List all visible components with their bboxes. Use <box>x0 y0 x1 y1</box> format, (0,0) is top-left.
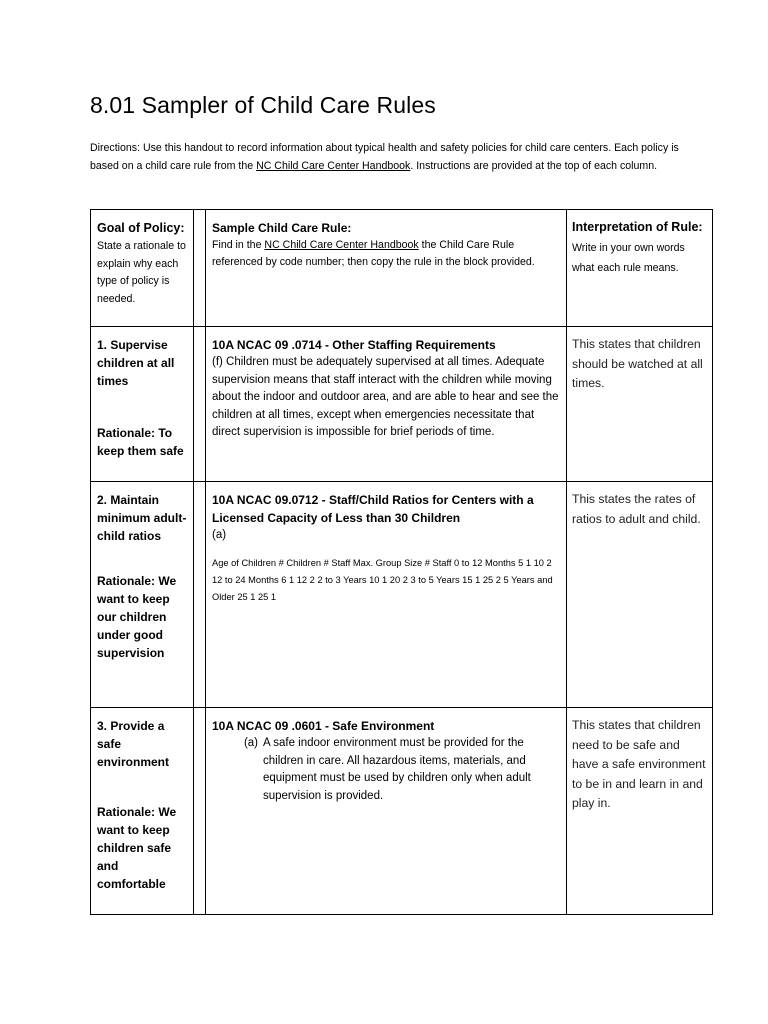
interpretation-header <box>572 218 708 278</box>
rationale-text: Rationale: We want to keep our children under good supervision <box>97 574 177 660</box>
rationale-text: Rationale: We want to keep children safe and comfortable <box>97 805 177 891</box>
rule-heading: 10A NCAC 09 .0714 - Other Staffing Requirements <box>212 338 496 352</box>
page-title: 8.01 Sampler of Child Care Rules <box>90 92 436 118</box>
goal-cell <box>91 482 194 708</box>
rationale-text: Rationale: To keep them safe <box>97 426 184 458</box>
directions-paragraph <box>90 139 690 175</box>
rule-item-text: A safe indoor environment must be provided for the children in care. All hazardous items, materials, and equipment must be used by children only when adult supervision is provided. <box>263 737 531 802</box>
rules-table <box>90 209 713 915</box>
interpretation-cell <box>567 708 713 915</box>
table-row <box>91 327 713 482</box>
interpretation-text: This states that children need to be safe and have a safe environment to be in and learn in and play in. <box>572 718 706 810</box>
rule-instructions-text: Find in the <box>212 239 265 251</box>
goal-header-cell <box>91 210 194 327</box>
rule-header-cell <box>206 210 567 327</box>
interpretation-text: This states the rates of ratios to adult and child. <box>572 492 701 526</box>
goal-instructions: State a rationale to explain why each type of policy is needed. <box>97 240 186 305</box>
spacer-cell <box>194 210 206 327</box>
rule-text: (f) Children must be adequately supervised at all times. Adequate supervision means that staff interact with the children while moving about the indoor and outdoor area, and are able to hear and see the children at all times, except when emergencies necessitate that direct supervision is impossible for brief periods of time. <box>212 356 559 438</box>
rule-heading: 10A NCAC 09 .0601 - Safe Environment <box>212 719 435 733</box>
spacer-cell <box>194 327 206 482</box>
goal-text: 2. Maintain minimum adult-child ratios <box>97 493 187 543</box>
interpretation-header-cell <box>567 210 713 327</box>
ratio-table-text: Age of Children # Children # Staff Max. Group Size # Staff 0 to 12 Months 5 1 10 2 12 to 24 Months 6 1 12 2 2 to 3 Years 10 1 20 2 3 to 5 Years 15 1 25 2 5 Years and Older 25 1 25 1 <box>212 557 553 602</box>
table-row <box>91 482 713 708</box>
handbook-link[interactable]: NC Child Care Center Handbook <box>256 160 411 172</box>
goal-text: 1. Supervise children at all times <box>97 338 175 388</box>
rule-instructions-text-end: the Child Care Rule referenced by code number; then copy the rule in the block provided. <box>212 239 535 268</box>
table-row <box>91 708 713 915</box>
rule-cell <box>206 327 567 482</box>
rule-header: Sample Child Care Rule: <box>212 221 352 235</box>
rule-heading: 10A NCAC 09.0712 - Staff/Child Ratios for Centers with a Licensed Capacity of Less than 30 Children <box>212 493 534 525</box>
header-row <box>91 210 713 327</box>
rule-subsection: (a) <box>212 529 227 541</box>
interpretation-heading: Interpretation of Rule: <box>572 220 703 234</box>
interpretation-cell <box>567 482 713 708</box>
rule-instructions <box>212 237 560 271</box>
interpretation-cell <box>567 327 713 482</box>
goal-cell <box>91 708 194 915</box>
rule-cell <box>206 482 567 708</box>
goal-header: Goal of Policy: <box>97 221 185 235</box>
spacer-cell <box>194 482 206 708</box>
directions-text: Directions: Use this handout to record information about typical health and safety policies for child care centers. Each policy is based on a child care rule from the <box>90 142 679 172</box>
interpretation-text: This states that children should be watched at all times. <box>572 337 703 390</box>
rule-item-label: (a) <box>243 737 258 749</box>
goal-text: 3. Provide a safe environment <box>97 719 170 769</box>
interpretation-instructions: Write in your own words what each rule means. <box>572 242 685 274</box>
goal-cell <box>91 327 194 482</box>
directions-text-end: . Instructions are provided at the top of each column. <box>410 160 658 172</box>
rule-list-item <box>212 735 560 805</box>
handbook-link-2[interactable]: NC Child Care Center Handbook <box>264 239 419 251</box>
spacer-cell <box>194 708 206 915</box>
rule-cell <box>206 708 567 915</box>
